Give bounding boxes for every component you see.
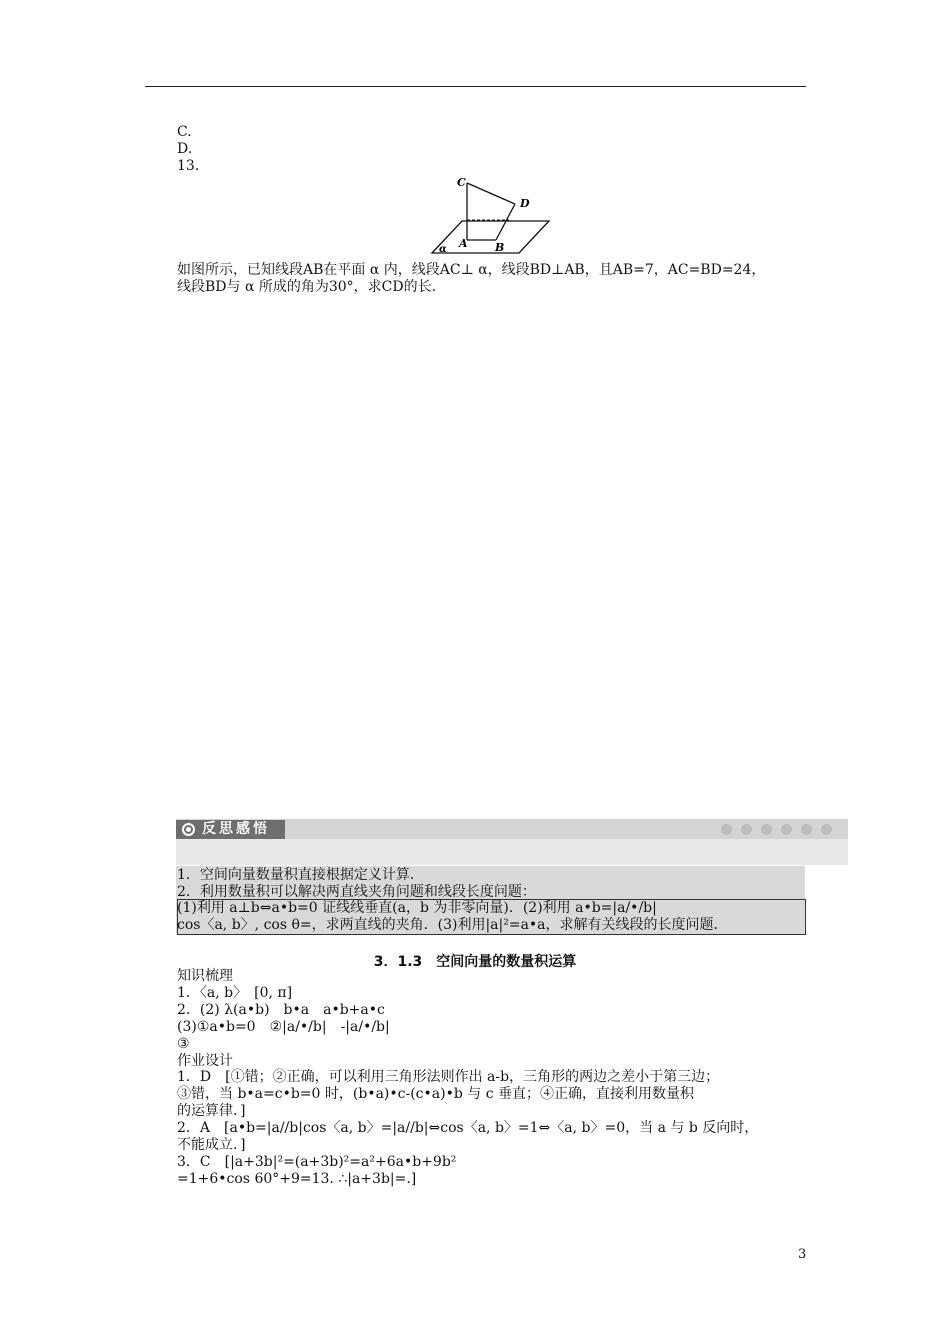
decorative-dot-icon	[761, 824, 772, 835]
solution-line: 3．C [|a+3b|²=(a+3b)²=a²+6a•b+9b²	[177, 1154, 457, 1170]
figure-label-a: A	[459, 237, 468, 250]
option-d: D.	[177, 141, 193, 157]
option-c: C.	[177, 124, 192, 140]
reflection-shade	[176, 839, 848, 865]
answers-heading-homework: 作业设计	[177, 1053, 233, 1069]
answer-line: 1．〈a, b〉 [0, π]	[177, 985, 293, 1001]
solution-line: 不能成立．]	[177, 1137, 246, 1153]
answer-line: (3)①a•b=0 ②|a/•/b| -|a/•/b|	[177, 1019, 390, 1035]
reflection-item-2-detail-2: cos〈a, b〉, cos θ=，求两直线的夹角．(3)利用|a|²=a•a，求解有关线段的长度问题．	[177, 917, 728, 933]
decorative-dot-icon	[781, 824, 792, 835]
figure-label-alpha: α	[439, 244, 447, 255]
answers-heading-knowledge: 知识梳理	[177, 968, 233, 984]
answer-line: ③	[177, 1036, 190, 1052]
solution-line: =1+6•cos 60°+9=13. ∴|a+3b|=.]	[177, 1171, 417, 1187]
decorative-dot-icon	[801, 824, 812, 835]
figure-label-b: B	[495, 241, 505, 254]
question-13-number: 13.	[177, 158, 200, 174]
decorative-dot-icon	[821, 824, 832, 835]
decorative-dot-icon	[721, 824, 732, 835]
question-13-line-1: 如图所示，已知线段AB在平面 α 内，线段AC⊥ α，线段BD⊥AB，且AB=7，AC=BD=24，	[177, 262, 766, 278]
page-number: 3	[798, 1247, 807, 1262]
solution-line: 1．D [①错；②正确，可以利用三角形法则作出 a-b，三角形的两边之差小于第三边；	[177, 1069, 720, 1085]
bullet-ring-icon	[182, 823, 195, 836]
solution-line: 2．A [a•b=|a//b|cos〈a, b〉=|a//b|⇔cos〈a, b〉=1⇔〈a, b〉=0，当 a 与 b 反向时，	[177, 1120, 759, 1136]
solution-line: 的运算律．]	[177, 1103, 246, 1119]
answers-section-title: 3．1.3 空间向量的数量积运算	[373, 954, 577, 970]
reflection-item-2-detail-1: (1)利用 a⊥b⇔a•b=0 证线线垂直(a，b 为非零向量)．(2)利用 a•b=|a/•/b|	[177, 900, 657, 916]
solution-line: ③错，当 b•a=c•b=0 时，(b•a)•c-(c•a)•b 与 c 垂直；④正确，直接利用数量积	[177, 1086, 694, 1102]
decorative-dot-icon	[741, 824, 752, 835]
figure-label-c: C	[457, 176, 466, 189]
reflection-item-1: 1．空间向量数量积直接根据定义计算．	[177, 867, 424, 883]
question-13-line-2: 线段BD与 α 所成的角为30°，求CD的长.	[177, 279, 437, 295]
reflection-banner-tab	[176, 820, 285, 839]
geometry-figure	[428, 173, 553, 255]
reflection-banner-title: 反思感悟	[202, 821, 270, 837]
answer-line: 2．(2) λ(a•b) b•a a•b+a•c	[177, 1002, 385, 1018]
figure-label-d: D	[520, 197, 530, 210]
header-rule	[145, 86, 806, 87]
reflection-item-2: 2．利用数量积可以解决两直线夹角问题和线段长度问题：	[177, 884, 536, 900]
